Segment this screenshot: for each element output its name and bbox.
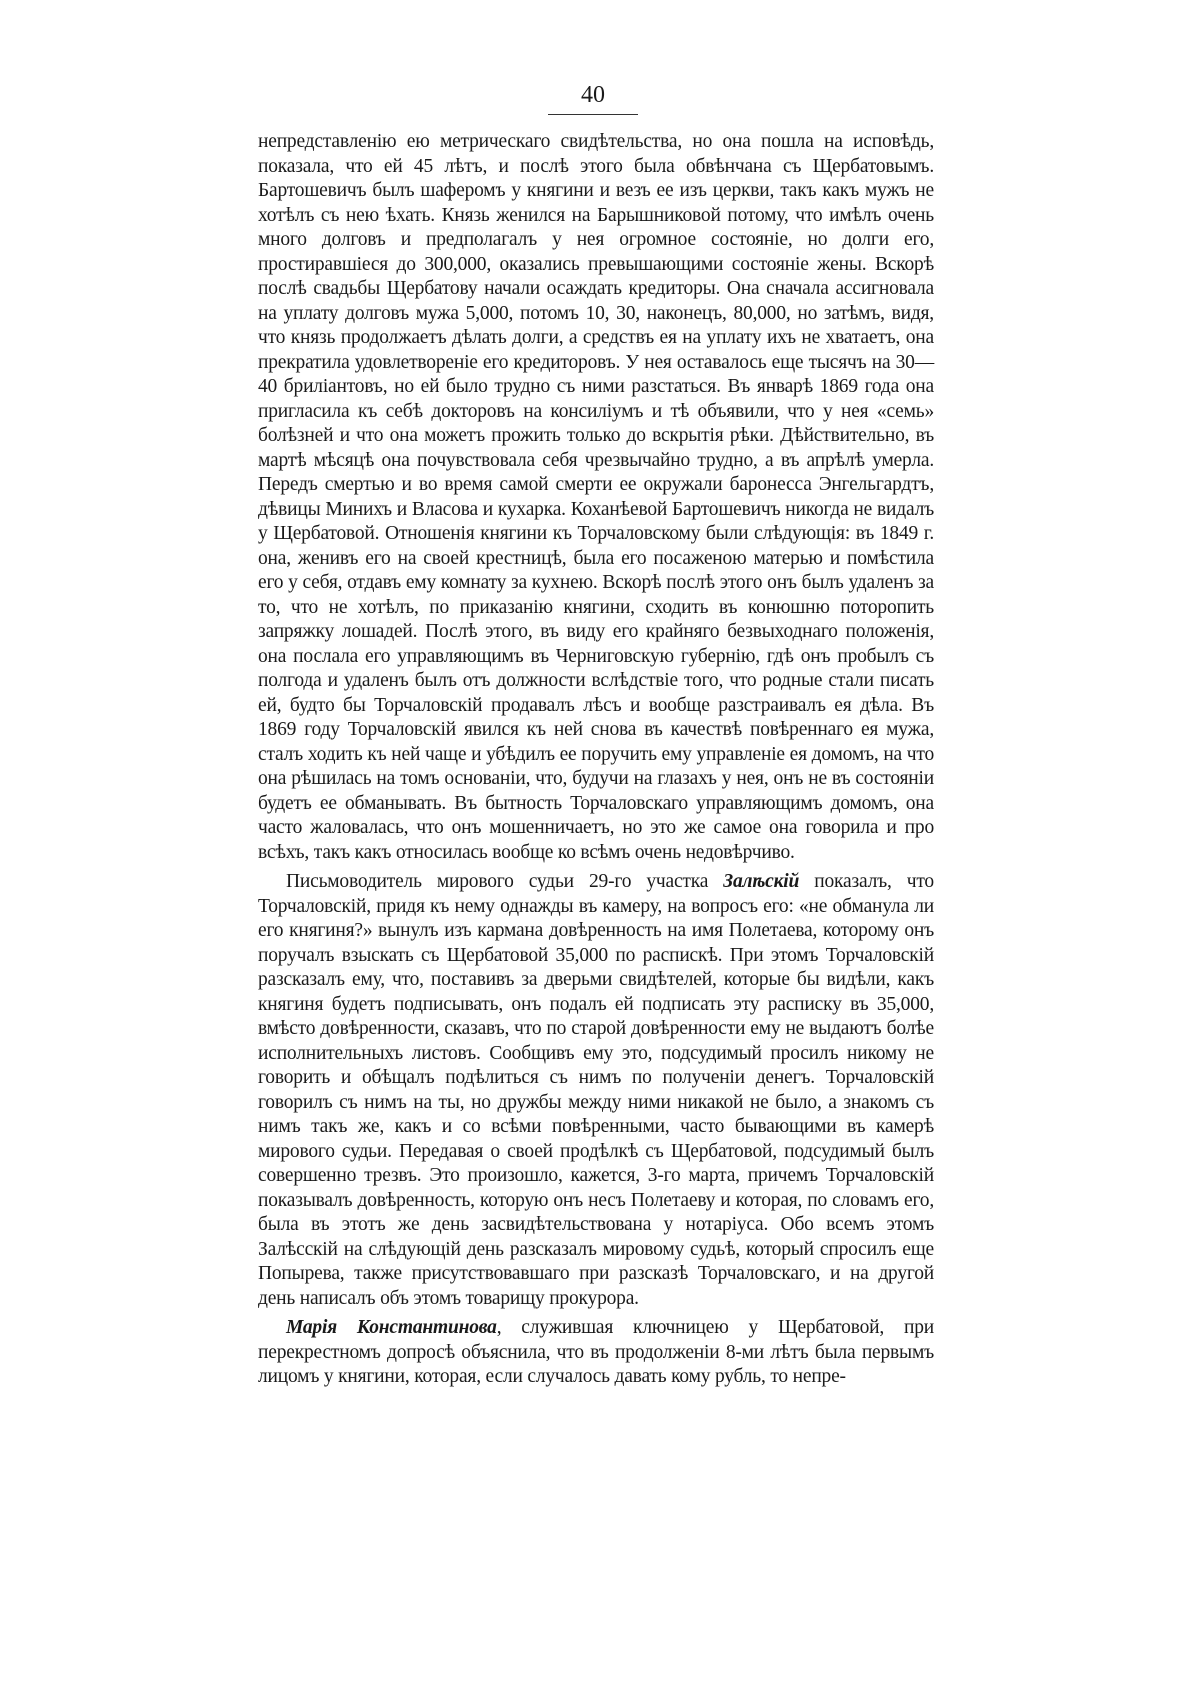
paragraph-text: , служившая ключницею у Щербатовой, при перекрестномъ допросѣ объяснила, что въ продолженіи 8-ми лѣтъ была первымъ лицомъ у княгини, которая, если случалось давать кому рубль, то непре- bbox=[258, 1317, 934, 1387]
paragraph-konstantinova-testimony bbox=[258, 1316, 934, 1390]
paragraph-zaleskiy-testimony bbox=[258, 870, 934, 1311]
page-number: 40 bbox=[581, 82, 605, 108]
page-number-rule bbox=[548, 114, 638, 115]
witness-name: Марія Константинова bbox=[286, 1317, 497, 1338]
paragraph-text: показалъ, что Торчаловскій, придя къ нему однажды въ камеру, на вопросъ его: «не обманула ли его княгиня?» вынулъ изъ кармана довѣренность на имя Полетаева, которому онъ поручалъ взыскать съ Щербатовой 35,000 по распискѣ. При этомъ Торчаловскій разсказалъ ему, что, поставивъ за дверьми свидѣтелей, которые бы видѣли, какъ княгиня будетъ подписывать, онъ подалъ ей подписать эту расписку въ 35,000, вмѣсто довѣренности, сказавъ, что по старой довѣренности ему не выдаютъ болѣе исполнительныхъ листовъ. Сообщивъ ему это, подсудимый просилъ никому не говорить и обѣщалъ подѣлиться съ нимъ по полученіи денегъ. Торчаловскій говорилъ съ нимъ на ты, но дружбы между ними никакой не было, а знакомъ съ нимъ такъ же, какъ и со всѣми повѣренными, часто бывающими въ камерѣ мирового судьи. Передавая о своей продѣлкѣ съ Щербатовой, подсудимый былъ совершенно трезвъ. Это произошло, кажется, 3-го марта, причемъ Торчаловскій показывалъ довѣренность, которую онъ несъ Полетаеву и которая, по словамъ его, была въ этотъ же день засвидѣтельствована у нотаріуса. Обо всемъ этомъ Залѣсскій на слѣдующій день разсказалъ мировому судьѣ, который спросилъ еще Попырева, также присутствовавшаго при разсказѣ Торчаловскаго, и на другой день написалъ объ этомъ товарищу прокурора. bbox=[258, 871, 934, 1309]
paragraph-text: непредставленію ею метрическаго свидѣтельства, но она пошла на исповѣдь, показала, что ей 45 лѣтъ, и послѣ этого была обвѣнчана съ Щербатовымъ. Бартошевичъ былъ шаферомъ у княгини и везъ ее изъ церкви, такъ какъ мужъ не хотѣлъ съ нею ѣхать. Князь женился на Барышниковой потому, что имѣлъ очень много долговъ и предполагалъ у нея огромное состояніе, но долги его, простиравшіеся до 300,000, оказались превышающими состояніе жены. Вскорѣ послѣ свадьбы Щербатову начали осаждать кредиторы. Она сначала ассигновала на уплату долговъ мужа 5,000, потомъ 10, 30, наконецъ, 80,000, но затѣмъ, видя, что князь продолжаетъ дѣлать долги, а средствъ ея на уплату ихъ не хватаетъ, она прекратила удовлетвореніе его кредиторовъ. У нея оставалось еще тысячъ на 30—40 бриліантовъ, но ей было трудно съ ними разстаться. Въ январѣ 1869 года она пригласила къ себѣ докторовъ на консиліумъ и тѣ объявили, что у нея «семь» болѣзней и что она можетъ прожить только до вскрытія рѣки. Дѣйствительно, въ мартѣ мѣсяцѣ она почувствовала себя чрезвычайно трудно, а въ апрѣлѣ умерла. Передъ смертью и во время самой смерти ее окружали баронесса Энгельгардтъ, дѣвицы Минихъ и Власова и кухарка. Коханѣевой Бартошевичъ никогда не видалъ у Щербатовой. Отношенія княгини къ Торчаловскому были слѣдующія: въ 1849 г. она, женивъ его на своей крестницѣ, была его посаженою матерью и помѣстила его у себя, отдавъ ему комнату за кухнею. Вскорѣ послѣ этого онъ былъ удаленъ за то, что не хотѣлъ, по приказанію княгини, сходить въ конюшню поторопить запряжку лошадей. Послѣ этого, въ виду его крайняго безвыходнаго положенія, она послала его управляющимъ въ Черниговскую губернію, гдѣ онъ пробылъ съ полгода и удаленъ былъ отъ должности вслѣдствіе того, что родные стали писать ей, будто бы Торчаловскій продавалъ лѣсъ и вообще разстраивалъ ея дѣла. Въ 1869 году Торчаловскій явился къ ней снова въ качествѣ повѣреннаго ея мужа, сталъ ходить къ ней чаще и убѣдилъ ее поручить ему управленіе ея домомъ, на что она рѣшилась на томъ основаніи, что, будучи на глазахъ у нея, онъ не въ состояніи будетъ ее обманывать. Въ бытность Торчаловскаго управляющимъ домомъ, она часто жаловалась, что онъ мошенничаетъ, но это же самое она говорила и про всѣхъ, такъ какъ относилась вообще ко всѣмъ очень недовѣрчиво. bbox=[258, 131, 934, 863]
paragraph-continuation bbox=[258, 130, 934, 865]
body-text bbox=[258, 130, 934, 1390]
paragraph-lead: Письмоводитель мирового судьи 29-го участка bbox=[286, 871, 724, 892]
witness-name: Залѣскій bbox=[723, 871, 800, 892]
